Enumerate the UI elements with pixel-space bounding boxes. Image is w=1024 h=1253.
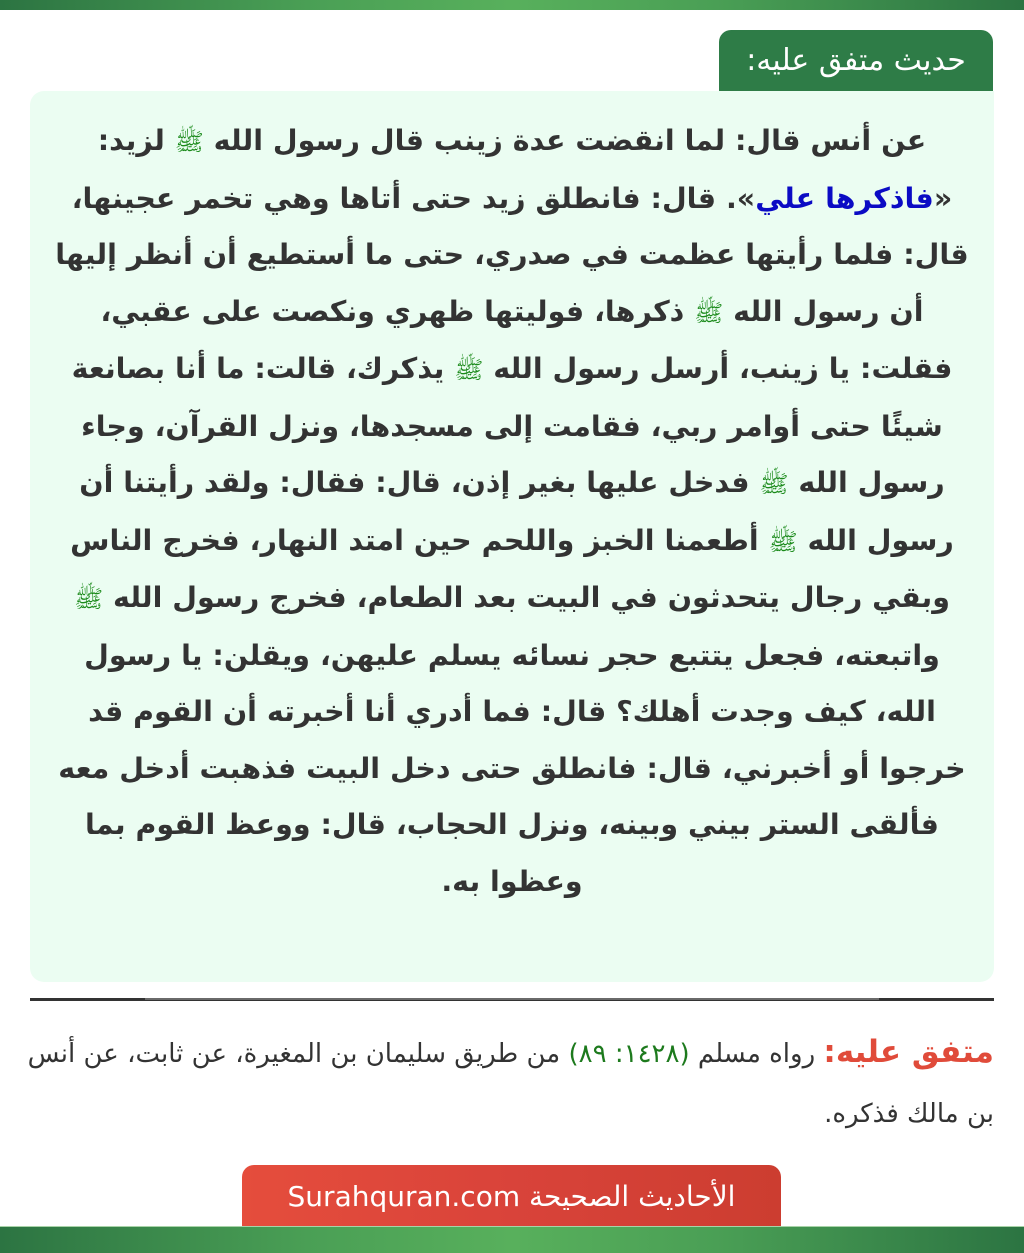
section-divider [30, 998, 994, 1001]
site-link-button[interactable]: الأحاديث الصحيحة Surahquran.com [242, 1165, 781, 1227]
top-decorative-bar [0, 0, 1024, 10]
hadith-segment: ». قال: فانطلق زيد حتى أتاها وهي تخمر عجينها، قال: فلما رأيتها عظمت في صدري، حتى ما أستطيع أن أنظر إليها أن رسول الله [55, 181, 969, 328]
salawat-icon: ﷺ [74, 585, 104, 613]
hadith-segment: لزيد: « [97, 124, 953, 215]
hadith-segment: فدخل عليها بغير إذن، قال: فقال: ولقد رأيتنا أن رسول الله [79, 466, 954, 557]
source-reference-number: (١٤٢٨: ٨٩) [568, 1039, 690, 1069]
hadith-segment: واتبعته، فجعل يتتبع حجر نسائه يسلم عليهن، ويقلن: يا رسول الله، كيف وجدت أهلك؟ قال: فما أدري أنا أخبرته أن القوم قد خرجوا أو أخبرني، قال: فانطلق حتى دخل البيت فذهبت أدخل معه فألقى الستر بيني وبينه، ونزل الحجاب، قال: ووعظ القوم بما وعظوا به. [58, 638, 966, 898]
salawat-icon: ﷺ [174, 128, 204, 156]
salawat-icon: ﷺ [694, 298, 724, 327]
hadith-segment: ذكرها، فوليتها ظهري ونكصت على عقبي، فقلت: يا زينب، أرسل رسول الله [100, 294, 953, 385]
hadith-segment: أطعمنا الخبز واللحم حين امتد النهار، فخرج الناس وبقي رجال يتحدثون في البيت بعد الطعام، فخرج رسول الله [70, 523, 950, 614]
source-citation [20, 1022, 994, 1144]
source-text: من طريق سليمان بن المغيرة، عن ثابت، عن أنس بن مالك فذكره. [27, 1039, 994, 1129]
hadith-text [50, 113, 974, 910]
salawat-icon: ﷺ [454, 356, 484, 384]
hadith-segment: عن أنس قال: لما انقضت عدة زينب قال رسول الله [203, 124, 927, 157]
source-label: متفق عليه: [823, 1034, 994, 1070]
hadith-type-badge: حديث متفق عليه: [719, 30, 993, 92]
salawat-icon: ﷺ [759, 470, 789, 498]
hadith-text-panel [30, 91, 994, 982]
salawat-icon: ﷺ [768, 527, 798, 556]
hadith-segment: يذكرك، قالت: ما أنا بصانعة شيئًا حتى أوامر ربي، فقامت إلى مسجدها، ونزل القرآن، وجاء رسول الله [71, 352, 945, 499]
source-text: رواه مسلم [689, 1039, 824, 1069]
bottom-decorative-bar [0, 1226, 1024, 1253]
prophet-quote: فاذكرها علي [755, 181, 934, 215]
divider-highlight [145, 998, 879, 1000]
